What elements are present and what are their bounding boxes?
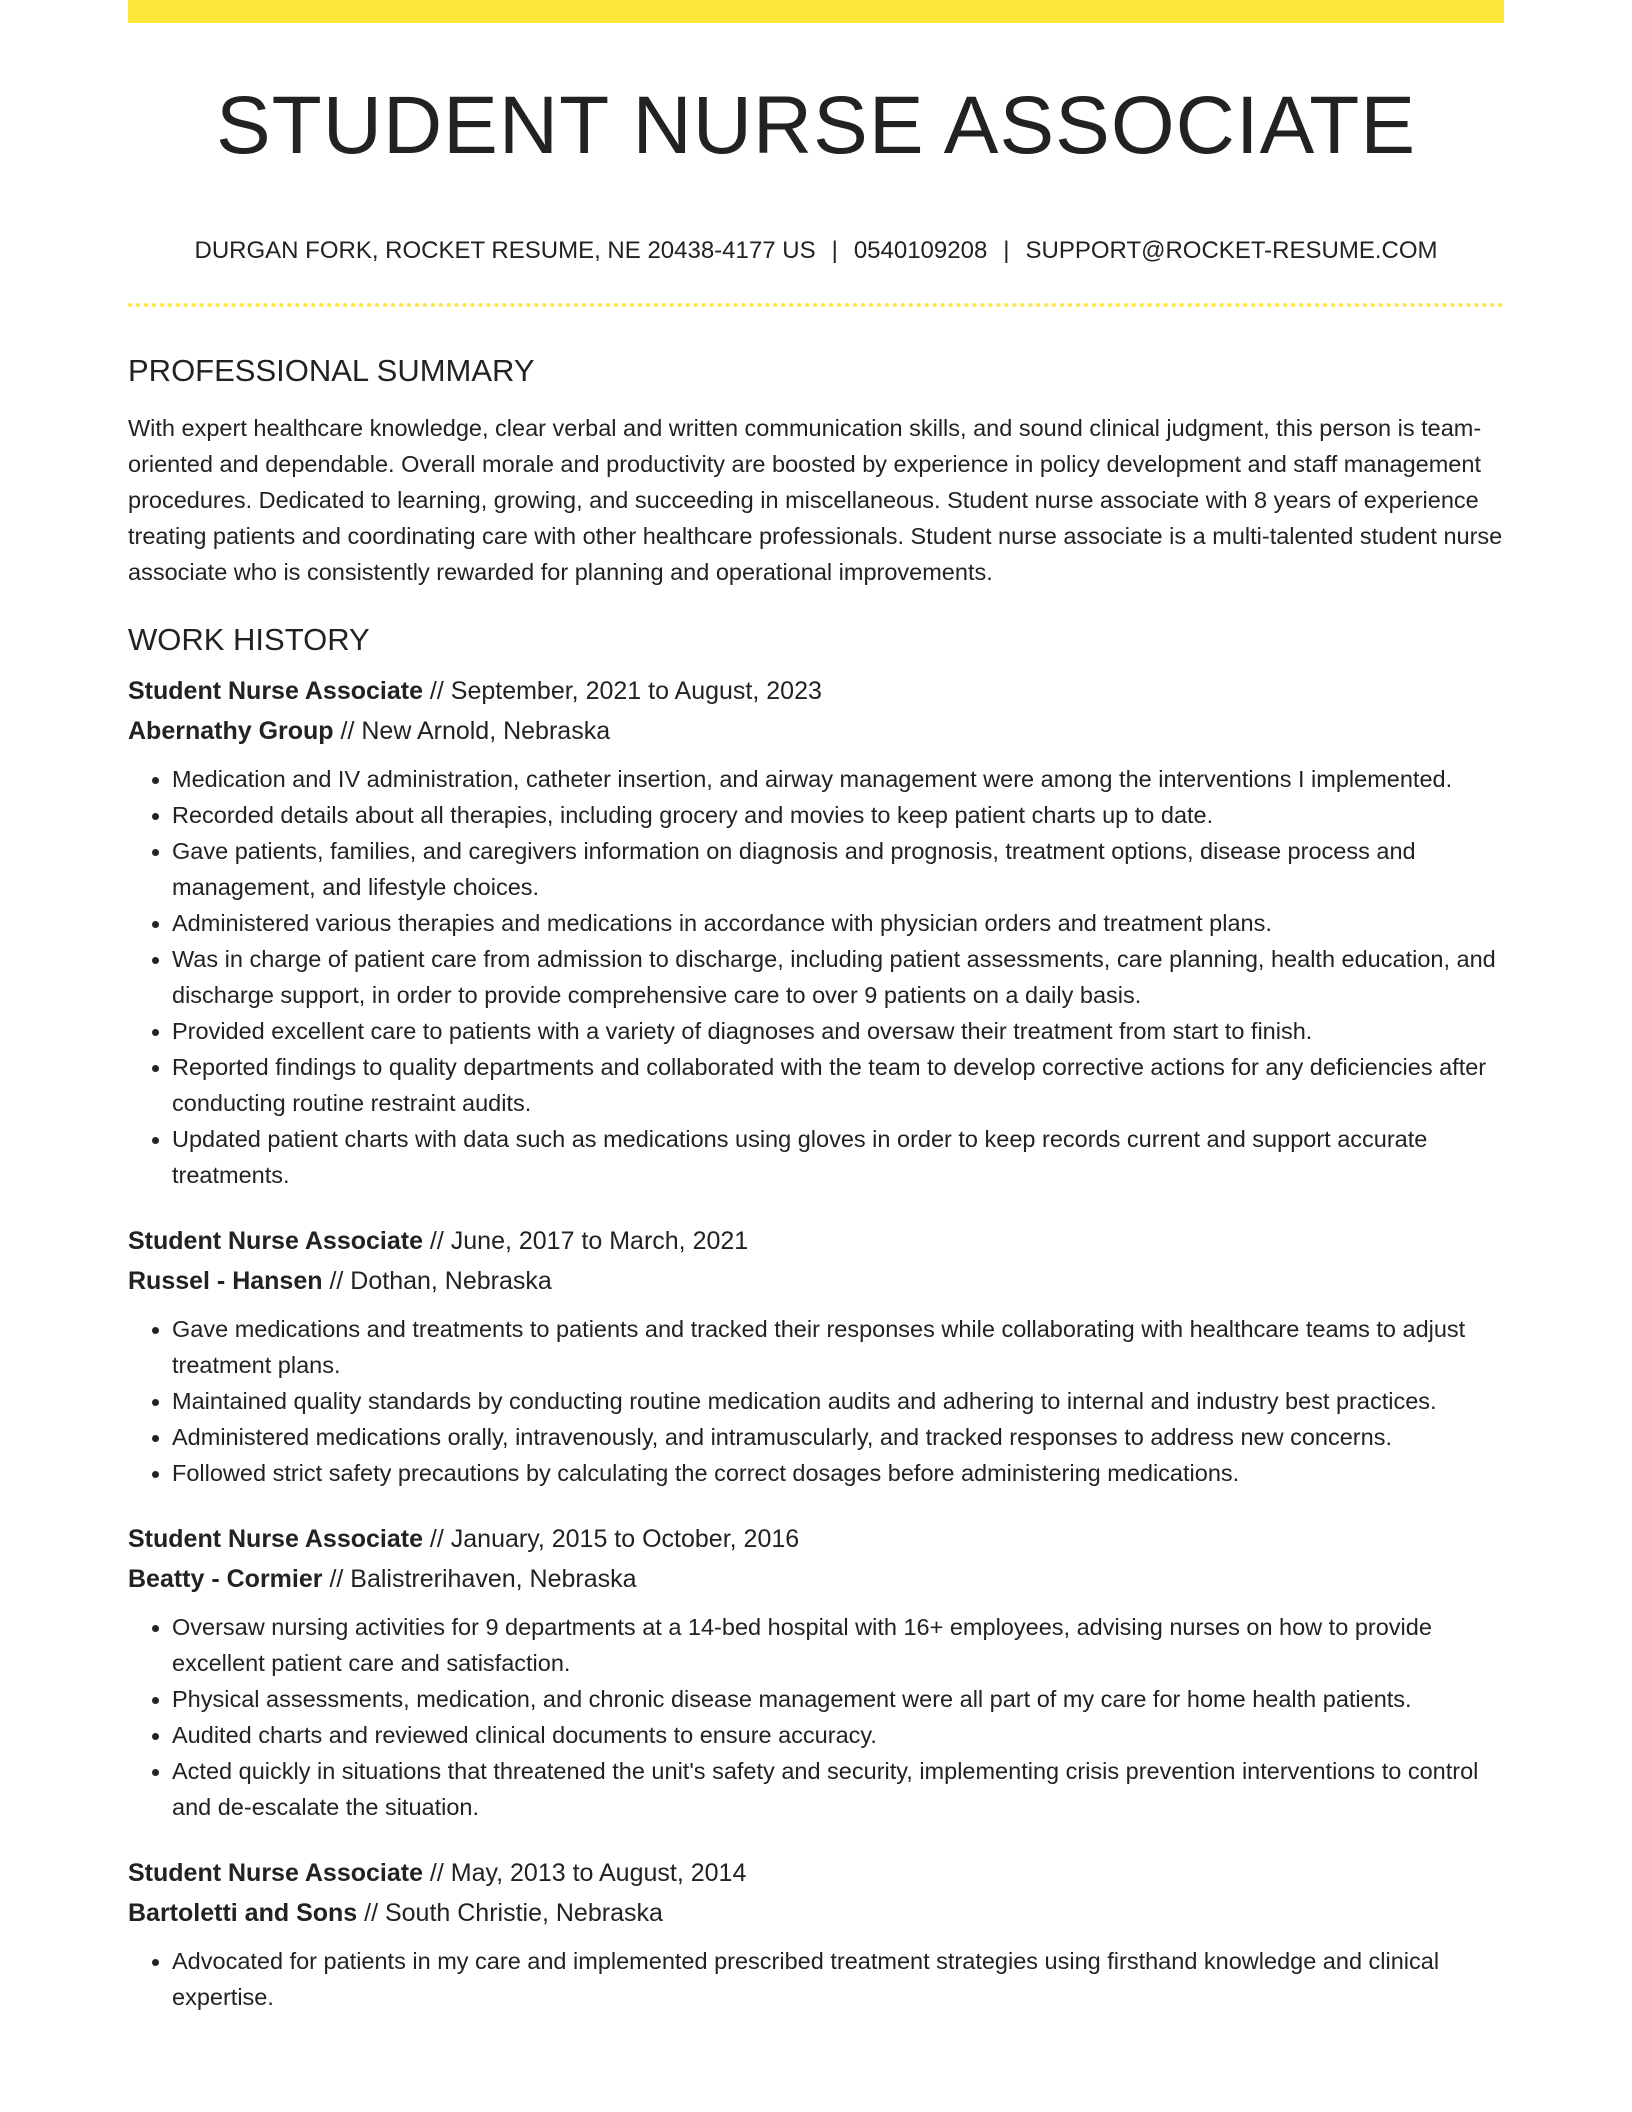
job-title-line — [128, 1853, 1504, 1893]
job-list — [128, 671, 1504, 2015]
job-bullets — [128, 761, 1504, 1193]
list-item: • Followed strict safety precautions by calculating the correct dosages before administering medications. — [172, 1455, 1504, 1491]
job-bullets — [128, 1311, 1504, 1491]
job-role: Student Nurse Associate — [128, 677, 423, 705]
job-bullets — [128, 1609, 1504, 1825]
job-entry — [128, 1853, 1504, 2015]
job-company: Bartoletti and Sons — [128, 1899, 358, 1927]
job-role: Student Nurse Associate — [128, 1859, 423, 1887]
list-item: • Advocated for patients in my care and implemented prescribed treatment strategies using firsthand knowledge and clinical expertise. — [172, 1943, 1504, 2015]
job-company: Russel - Hansen — [128, 1267, 323, 1295]
resume-name: STUDENT NURSE ASSOCIATE — [215, 80, 1417, 171]
job-company-line — [128, 711, 1504, 751]
list-item: • Recorded details about all therapies, including grocery and movies to keep patient charts up to date. — [172, 797, 1504, 833]
job-location: // Dothan, Nebraska — [322, 1267, 552, 1295]
summary-text: With expert healthcare knowledge, clear verbal and written communication skills, and sound clinical judgment, this person is team-oriented and dependable. Overall morale and productivity are boosted by experience in policy development and staff management procedures. Dedicated to learning, growing, and succeeding in miscellaneous. Student nurse associate with 8 years of experience treating patients and coordinating care with other healthcare professionals. Student nurse associate is a multi-talented student nurse associate who is consistently rewarded for planning and operational improvements. — [128, 415, 1503, 585]
list-item: • Reported findings to quality departments and collaborated with the team to develop corrective actions for any deficiencies after conducting routine restraint audits. — [172, 1049, 1504, 1121]
summary-heading: PROFESSIONAL SUMMARY — [128, 353, 535, 388]
list-item: • Administered medications orally, intravenously, and intramuscularly, and tracked responses to address new concerns. — [172, 1419, 1504, 1455]
resume-page — [128, 0, 1504, 2112]
list-item: • Provided excellent care to patients with a variety of diagnoses and oversaw their treatment from start to finish. — [172, 1013, 1504, 1049]
job-bullets — [128, 1943, 1504, 2015]
job-company-line — [128, 1893, 1504, 1933]
job-title-line — [128, 671, 1504, 711]
job-role: Student Nurse Associate — [128, 1525, 423, 1553]
contact-line — [128, 239, 1504, 263]
list-item: • Physical assessments, medication, and chronic disease management were all part of my care for home health patients. — [172, 1681, 1504, 1717]
work-history-heading: WORK HISTORY — [128, 622, 370, 657]
contact-separator: | — [831, 237, 838, 264]
contact-phone: 0540109208 — [853, 237, 988, 264]
list-item: • Medication and IV administration, catheter insertion, and airway management were among the interventions I implemented. — [172, 761, 1504, 797]
job-entry — [128, 671, 1504, 1193]
job-role: Student Nurse Associate — [128, 1227, 423, 1255]
job-dates: // May, 2013 to August, 2014 — [422, 1859, 747, 1887]
list-item: • Acted quickly in situations that threatened the unit's safety and security, implementing crisis prevention interventions to control and de-escalate the situation. — [172, 1753, 1504, 1825]
contact-separator: | — [1003, 237, 1010, 264]
list-item: • Gave medications and treatments to patients and tracked their responses while collaborating with healthcare teams to adjust treatment plans. — [172, 1311, 1504, 1383]
list-item: • Was in charge of patient care from admission to discharge, including patient assessments, care planning, health education, and discharge support, in order to provide comprehensive care to over 9 patients on a daily basis. — [172, 941, 1504, 1013]
job-company: Abernathy Group — [128, 717, 334, 745]
job-entry — [128, 1519, 1504, 1825]
top-accent-bar — [128, 0, 1504, 23]
job-location: // Balistrerihaven, Nebraska — [322, 1565, 637, 1593]
list-item: • Oversaw nursing activities for 9 departments at a 14-bed hospital with 16+ employees, advising nurses on how to provide excellent patient care and satisfaction. — [172, 1609, 1504, 1681]
job-dates: // January, 2015 to October, 2016 — [422, 1525, 800, 1553]
job-company-line — [128, 1559, 1504, 1599]
job-dates: // September, 2021 to August, 2023 — [422, 677, 822, 705]
dotted-divider — [128, 303, 1504, 307]
list-item: • Updated patient charts with data such as medications using gloves in order to keep records current and support accurate treatments. — [172, 1121, 1504, 1193]
job-title-line — [128, 1221, 1504, 1261]
job-dates: // June, 2017 to March, 2021 — [422, 1227, 749, 1255]
list-item: • Maintained quality standards by conducting routine medication audits and adhering to internal and industry best practices. — [172, 1383, 1504, 1419]
contact-email: SUPPORT@ROCKET-RESUME.COM — [1025, 237, 1438, 264]
job-company-line — [128, 1261, 1504, 1301]
list-item: • Audited charts and reviewed clinical documents to ensure accuracy. — [172, 1717, 1504, 1753]
list-item: • Gave patients, families, and caregivers information on diagnosis and prognosis, treatment options, disease process and management, and lifestyle choices. — [172, 833, 1504, 905]
job-title-line — [128, 1519, 1504, 1559]
job-company: Beatty - Cormier — [128, 1565, 323, 1593]
job-location: // South Christie, Nebraska — [357, 1899, 663, 1927]
job-entry — [128, 1221, 1504, 1491]
list-item: • Administered various therapies and medications in accordance with physician orders and treatment plans. — [172, 905, 1504, 941]
job-location: // New Arnold, Nebraska — [333, 717, 611, 745]
contact-address: DURGAN FORK, ROCKET RESUME, NE 20438-4177 US — [194, 237, 816, 264]
